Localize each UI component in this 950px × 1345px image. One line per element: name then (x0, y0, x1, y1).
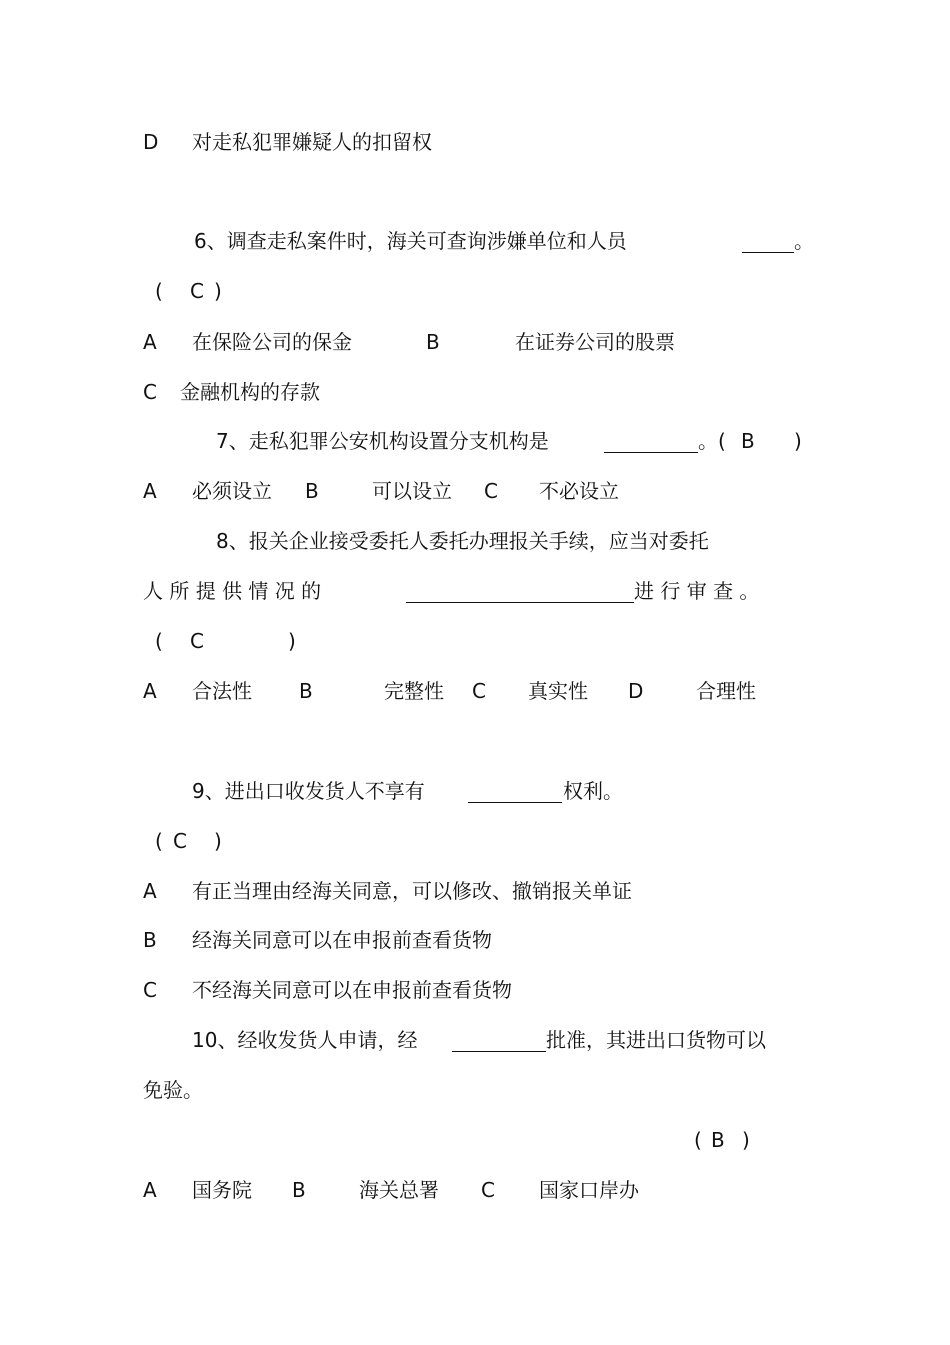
answer-paren-close: ) (794, 429, 802, 453)
option-letter: D (143, 130, 159, 154)
question-8: 8、报关企业接受委托人委托办理报关手续，应当对委托 (216, 529, 709, 553)
answer-blank (742, 252, 794, 253)
question-6-end: 。 (794, 229, 814, 253)
option-text: 对走私犯罪嫌疑人的扣留权 (192, 130, 432, 154)
option-letter: C (481, 1178, 495, 1202)
option-letter: C (143, 380, 157, 404)
option-letter: B (292, 1178, 306, 1202)
question-10-line2: 免验。 (143, 1078, 203, 1102)
question-9: 9、进出口收发货人不享有 (192, 779, 425, 803)
answer-paren-close: ) (214, 279, 222, 303)
question-6: 6、调查走私案件时，海关可查询涉嫌单位和人员 (194, 229, 627, 253)
question-7-end: 。( (698, 429, 726, 453)
option-text: 完整性 (384, 679, 444, 703)
option-text: 必须设立 (192, 479, 272, 503)
option-text: 合法性 (192, 679, 252, 703)
answer-key: C (173, 829, 187, 853)
option-text: 可以设立 (372, 479, 452, 503)
answer-paren-open: ( (694, 1128, 702, 1152)
option-letter: A (143, 330, 157, 354)
answer-key: B (741, 429, 755, 453)
option-text: 国家口岸办 (539, 1178, 639, 1202)
option-text: 在保险公司的保金 (192, 330, 352, 354)
question-10: 10、经收发货人申请，经 (192, 1028, 418, 1052)
answer-blank (406, 602, 634, 603)
option-letter: C (472, 679, 486, 703)
option-letter: A (143, 879, 157, 903)
option-text: 海关总署 (359, 1178, 439, 1202)
question-8-line2: 人 所 提 供 情 况 的 (143, 579, 322, 603)
option-letter: A (143, 679, 157, 703)
answer-paren-open: ( (155, 829, 163, 853)
option-text: 金融机构的存款 (180, 380, 320, 404)
answer-key: C (190, 629, 204, 653)
option-text: 在证券公司的股票 (515, 330, 675, 354)
question-9-end: 权利。 (563, 779, 623, 803)
option-letter: C (143, 978, 157, 1002)
answer-key: C (190, 279, 204, 303)
option-text: 有正当理由经海关同意，可以修改、撤销报关单证 (192, 879, 632, 903)
answer-blank (468, 802, 562, 803)
answer-paren-open: ( (155, 279, 163, 303)
option-text: 不必设立 (539, 479, 619, 503)
answer-paren-open: ( (155, 629, 163, 653)
option-text: 国务院 (192, 1178, 252, 1202)
option-letter: B (305, 479, 319, 503)
question-8-line2-end: 进 行 审 查 。 (634, 579, 760, 603)
answer-paren-close: ) (214, 829, 222, 853)
option-letter: A (143, 1178, 157, 1202)
option-letter: A (143, 479, 157, 503)
option-letter: B (143, 928, 157, 952)
answer-blank (604, 452, 698, 453)
option-text: 不经海关同意可以在申报前查看货物 (192, 978, 512, 1002)
answer-blank (452, 1051, 546, 1052)
question-10-end: 批准，其进出口货物可以 (546, 1028, 766, 1052)
option-letter: B (299, 679, 313, 703)
answer-key: B (711, 1128, 725, 1152)
option-letter: D (628, 679, 644, 703)
option-text: 经海关同意可以在申报前查看货物 (192, 928, 492, 952)
option-letter: C (484, 479, 498, 503)
question-7: 7、走私犯罪公安机构设置分支机构是 (216, 429, 549, 453)
option-letter: B (426, 330, 440, 354)
option-text: 真实性 (528, 679, 588, 703)
option-text: 合理性 (696, 679, 756, 703)
answer-paren-close: ) (742, 1128, 750, 1152)
answer-paren-close: ) (288, 629, 296, 653)
